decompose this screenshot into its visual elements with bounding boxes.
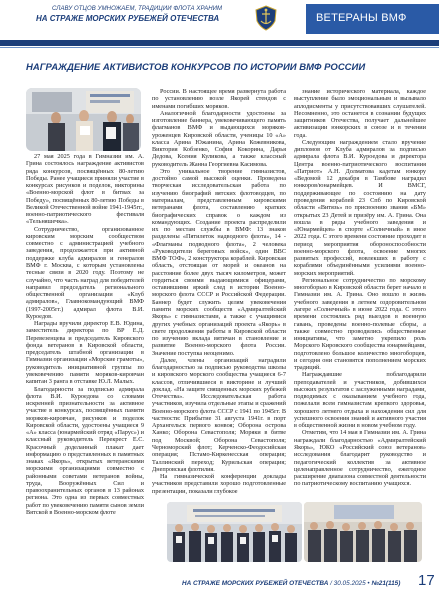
article-column-1 [26, 153, 144, 516]
paragraph: Отметим, что 14 мая в Гимназии им. А. Грина награждали благодарностью «Адмиралтейский Якорь», ЮКО «Российский союз ветеранов» исследования благодарит руководство и педагогический коллектив за активное целенаправленное сотрудничество, ежегодное расширение диапазона совместной деятельности по патриотическому воспитанию учащихся. [294, 429, 426, 488]
paragraph: Следующим награждением стало вручение дипломов от Клуба адмиралов за подписью адмирала флота В.И. Куроедова и директора Центра военно-патриотического воспитания «Патриот» А.Н. Долматова кадетам юнкору «Ведомой 12 декабря в Тамбове наградил юнкоров/юнармейцев. И ВМСГ, поддерживающее по состоянию на дату проведения кораблей 23 Спб по Кировской области «Витязь» по присвоению звания «БМ» открытых 23 Детей и призёру им. А. Грина. Она вошла в ряды учебного заведения и «Юнармейцев» в спорте «Солнечный» в иное 2022 года. С этого времени состояние проходит в период мероприятия обороноспособности военно-морского флота, освоение многих развитых профессий, вовлекших в работу с кораблями объединёнными усилиями военно-морских мероприятий. [294, 138, 426, 277]
ceremony-photo [26, 88, 141, 151]
paragraph: Сотрудничество, организованное кировским морским сообществом совместно с администрацией учебного заведения, продолжается при активной поддержке клуба адмиралов и генералов ВМФ г. Москва, с которым установлены тесные связи в 2020 году. Поэтому не случайно, что часть наград для победителей направил председатель регионального общественной организации «Клуб адмиралов», Главнокомандующий ВМФ (1997-2005гг.) адмирал флота В.И. Куроедов. [26, 225, 144, 320]
footer-title: НА СТРАЖЕ МОРСКИХ РУБЕЖЕЙ ОТЕЧЕСТВА [182, 580, 329, 587]
paragraph: 27 мая 2025 года в Гимназии им. А. Грина состоялось награждение активистов ряда конкурсов, посвящённых 80-летию Победы. Ранее учащиеся приняли участие в конкурсах рисунков и поделок, викторины «Военно-морской флот в битвах за Победу», посвящённых 80-летию Победы в Великой Отечественной войне 1941-1945гг., военно-патриотического фестиваля «Тельняшечка». [26, 153, 144, 226]
paragraph: Награды вручили директор Е.В. Юдина, заместитель директора по ВР Е.Д. Перевезенцева и председатель Кировского фонда ветеранов в Кировской области, председатель штабной организации в Гимназии организации «Морские грамоты», руководитель инициативной группы по увековечению памяти моряков-кировчан капитан 3 ранга в отставке Ю.Л. Малых. [26, 320, 144, 386]
paragraph: На гимназической конференции доклады участников представили хорошо подготовленные презентации, показали глубокое [152, 473, 286, 495]
page-number: 17 [418, 572, 435, 589]
paragraph: Награждавшие поблагодарили преподавателей и участников, добившихся высоких результатов с заслуженными наградами, подводимых с оказыванием учебного года, пожелали всем гимназистам крепкого здоровья, хорошего летнего отдыха и нахождения сил для успешного освоения знаний и активного участия в общественной жизни в новом учебном году. [294, 371, 426, 430]
article-headline: НАГРАЖДЕНИЕ АКТИВИСТОВ КОНКУРСОВ ПО ИСТОРИИ ВМФ РОССИИ [26, 62, 366, 73]
article-column-2 [152, 88, 286, 495]
section-badge [306, 4, 439, 34]
paragraph: Далее, члены организаций наградили благодарностью за подписью руководства школы и кировского морского сообщества учащиеся 6-7 классов, отличившиеся в викторине и лучший доклад. «На защите священных морских рубежей Отечества». Исследовательская работа участников, изучила отдельные этапы и сражений Военно-морского флота СССР с 1941 по 1945гг. В частности: Прибытие 31 августа 1941г. в порт Архангельск первого конвоя; Оборона острова Ханко; Оборона Севастополя; Моряки в битве под Москвой; Оборона Севастополя; Черноморский флот; Керченско-Феодосийская операция; Пстамо-Киркенесская операция; Таллинский переход; Курильская операция; Днепровская флотилия. [152, 356, 286, 473]
footer-date: / 30.05.2025 • [330, 580, 370, 587]
paragraph: Это уникальное творение гимназистов, достойно самой высокой оценки. Проведена творческая исследовательская работа по изучению биографий вятских флотоводцев, по материалам, представленным кировскими ветеранами флота, составлению кратких биографических справок о каждом из командующих. Создание проекта распределили их по местам службы в ВМФ: 13 знаков разделены «Пятилеток надводного флота», 14 - «Флагманы подводного флота», 2 человека «Руководители береговых войск», один ВВС ВМФ ТОФ», 2 конструктора кораблей. Кировская область, отстоящая от морей и океанов на расстояние более двух тысяч километров, может гордиться своими выдающимися офицерами, оставившими яркий след в истории Военно-морского флота СССР и Российской Федерации. Баннер будет служить целям увековечения памяти морских сообществ «Адмиралтейский Якорь» с гимназистами, а также с учащимися других учебных организаций проекта «Якорь» в свете продолжения работы в Кировской области по изучению вклада вятичан в становление и развитие Военно-морского флота России. Значение поступка неоценимо. [152, 167, 286, 357]
paragraph: России. В настоящее время развернута работа по установлению возле Якорей стендов с именами погибших моряков. [152, 88, 286, 110]
navy-emblem-icon [254, 5, 278, 31]
header-rule [0, 40, 439, 46]
header-tagline: СЛАВУ ОТЦОВ УМНОЖАЕМ, ТРАДИЦИИ ФЛОТА ХРАНИМ [52, 6, 223, 12]
paragraph: Региональное сотрудничество по морскому многоборью в Кировской области берет начало в Гимназии им. А. Грина. Оно вошло в жизнь учебного заведения в летнем оздоровительном лагере «Солнечный» в июне 2022 года. С этого времени состоялись ряд выездов в военную гавань, проведены военно-полевые сборы, а также совместно проводились общественные инициативы, что заметно укрепило роль Морского Кировского сообщества юнармейцами, подготовлено большое количество многоборцев, и сегодня они становятся пополнением морских традиций. [294, 276, 426, 372]
footer-issue: №21(115) [371, 580, 401, 587]
paragraph: Благодарности за подписью адмирала флота В.И. Куроедова со словами искренней признательности за активное участие в конкурсах, посвящённых памяти моряков-кировчан, рисунков и поделок Кировской области, удостоены учащиеся 9 «А» класса (юнармейский отряд «Парус») и классный руководитель Перекрест Е.С. Красочный доделанный плакат дает информацию о представленных в памятных знаках «Якорь», открытых ветеранскими морскими организациями совместно с районными советами ветеранов войны, труда, Вооружённых Сил и правоохранительных органов в 13 районах региона. Это одна из первых совместных работ по увековечению памяти сынов земли Вятской в Военно-морском флоте [26, 385, 144, 517]
article-column-3 [294, 88, 426, 488]
group-photo [304, 502, 422, 562]
header-rule-thin [0, 47, 439, 48]
header-title: НА СТРАЖЕ МОРСКИХ РУБЕЖЕЙ ОТЕЧЕСТВА [36, 14, 220, 23]
footer-line [182, 580, 400, 587]
paragraph: знание исторического материала, каждое выступление было эмоциональным и вызывало аплодисменты у присутствовавших слушателей. Несомненно, это останется в сознании будущих защитников Отечества, получает дальнейшее активизации юнкорских в союзе и в течении года. [294, 88, 426, 139]
students-photo [167, 502, 302, 562]
section-label: ВЕТЕРАНЫ ВМФ [316, 12, 407, 24]
paragraph: Аналогичной благодарности удостоены за изготовление баннера, увековечивающего память флагманов ВМФ и выдающихся моряков-уроженцев Кировской области, ученицы 10 «А» класса Арина Южанина, Арина Кожевникова, Виктория Кобзенко, София Кокорина, Дарья Дедова, Ксения Куликова, а также классный руководитель Жанна Георгиевна Касимова. [152, 109, 286, 168]
